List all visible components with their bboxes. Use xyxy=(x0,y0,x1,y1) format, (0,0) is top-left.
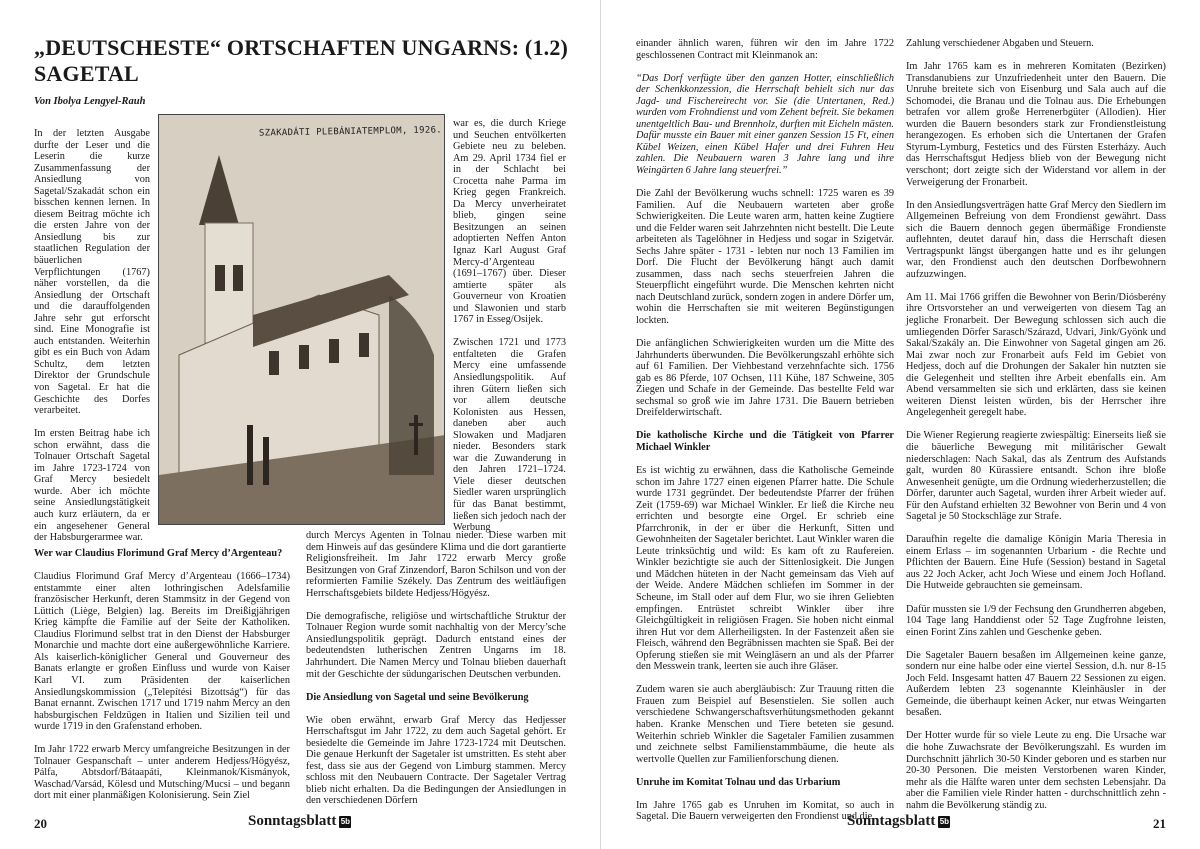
paragraph: Im Jahr 1765 kam es in mehreren Komitaten (Bezirken) Transdanubiens zur Unzufriedenheit unter den Bauern. Die Unruhe breitete sich von Eisenburg und Sala auch auf die Schomodei, die Branau und die Tolnau aus. Die Erhebungen betrafen vor allem große Herrenerbgüter (Allodien). Hier wurden die Bauern besonders stark zur Frondienstleistung herangezogen. Es erhoben sich die Untertanen der Grafen Styrum-Lymburg, Festetics und des Fürsten Esterházy. Auch das Herrschaftsgut Hedjess blieb von der Bewegung nicht verschont; dort zeigte sich der Widerstand vor allem in der Verweigerung der Fronarbeit. xyxy=(906,61,1166,188)
photo-caption: SZAKADÁTI PLEBÁNIATEMPLOM, 1926. xyxy=(258,125,443,139)
section-heading: Wer war Claudius Florimund Graf Mercy d’Argenteau? xyxy=(34,548,283,559)
page-number: 20 xyxy=(34,816,47,831)
left-column-wide xyxy=(306,530,566,818)
paragraph: Es ist wichtig zu erwähnen, dass die Katholische Gemeinde schon im Jahre 1727 einen eigenen Pfarrer hatte. Die Schule wurde 1731 gegründet. Der bedeutendste Pfarrer der frühen Zeit (1759-69) war Michael Winkler. Er ließ die Kirche neu errichten und besorgte eine Orgel. Er schrieb eine Pfarrchronik, in der er über die Herkunft, Sitten und Gewohnheiten der Sagetaler berichtet. Laut Winkler waren die Leute trinksüchtig und wild: Es kam oft zu Raufereien. Winkler bezichtigte sie auch der Sittenlosigkeit. Die Jungen und Mädchen hüteten in der Nacht gemeinsam das Vieh auf der Weide. Andere Mädchen schliefen im Sommer in der Scheune, im Stall oder auf dem Flur, wo sie ihren Geliebten empfingen. Entrüstet schreibt Winkler über ihre Gleichgültigkeit in religiösen Fragen. Sie hoben nicht einmal ihren Hut vor dem Allerheiligsten. In der Fastenzeit aßen sie Fleisch, während den Begräbnissen machten sie Spaß. Bei der Opferung stießen sie mit Weingläsern an und als der Pfarrer den Messwein trank, leerten sie auch ihre Gläser. xyxy=(636,465,894,673)
paragraph: durch Mercys Agenten in Tolnau nieder. Diese warben mit dem Hinweis auf das gesündere Klima und die dort garantierte Religionsfreiheit. Im Jahr 1722 erwarb Mercy große Besitzungen von Graf Zinzendorf, Baron Schilson und von der reformierten Familie Székely. Das Zentrum des weitläufigen Herrschaftsgebiets bildete Hedjess/Högyész. xyxy=(306,530,566,599)
page-number: 21 xyxy=(1153,816,1166,831)
paragraph: Daraufhin regelte die damalige Königin Maria Theresia in einem Erlass – im sogenannten Urbarium - die Rechte und Pflichten der Bauern. Eine Hufe (Session) bestand in Sagetal aus 22 Joch Acker, acht Joch Wiese und einem Joch Hofland. Die Hutweide gebrauchten sie gemeinsam. xyxy=(906,534,1166,592)
paragraph: Die Sagetaler Bauern besaßen im Allgemeinen keine ganze, sondern nur eine halbe oder eine viertel Session, d.h. nur 8-15 Joch Feld. Insgesamt hatten 47 Bauern 22 Sessionen zu eigen. Außerdem lebten 23 sogenannte Kleinhäusler in der Gemeinde, die überhaupt keinen Acker, nur etwas Weingarten besaßen. xyxy=(906,649,1166,719)
church-photo xyxy=(158,114,445,525)
right-page xyxy=(600,0,1200,849)
paragraph: Am 11. Mai 1766 griffen die Bewohner von Berin/Diósberény ihre Ortsvorsteher an und verweigerten von diesem Tag an jegliche Fronarbeit. Der Bewegung schlossen sich auch die umliegenden Dörfer Sarasch/Szárazd, Udvari, Jink/Gyönk und Sakal/Szakály an. Die Einwohner von Sagetal gingen am 26. Mai zwar noch zur Fronarbeit aufs Feld im Gebiet von Hedjess, doch auf die Drohungen der Sakaler hin nutzten sie die Gelegenheit und stellten ihre Arbeit ebenfalls ein. Am Abend versammelten sie sich und erklärten, dass sie keinen weiteren Dienst leisten würden, bis der Herrscher ihre Angelegenheit geregelt habe. xyxy=(906,291,1166,419)
brand-logo-icon: 5b xyxy=(939,817,950,826)
section-heading: Unruhe im Komitat Tolnau und das Urbarium xyxy=(636,776,841,788)
paragraph: Im ersten Beitrag habe ich schon erwähnt, dass die Tolnauer Ortschaft Sagetal im Jahre 1723-1724 von Graf Mercy besiedelt wurde. Aber ich möchte seine Ansiedlungstätigkeit auch kurz erläutern, da er ein angesehener General der Habsburgerarmee war. xyxy=(34,428,150,544)
right-column-1 xyxy=(636,38,894,834)
paragraph: war es, die durch Kriege und Seuchen entvölkerten Gebiete neu zu beleben. Am 29. April 1734 fiel er in der Schlacht bei Crocetta nahe Parma im Krieg gegen Frankreich. Da Mercy unverheiratet blieb, gingen seine Besitzungen an seinen adoptierten Neffen Anton Ignaz Karl August Graf Mercy-d’Argenteau (1691–1767) über. Dieser amtierte später als Gouverneur von Kroatien und Slawonien und starb 1767 in Esseg/Osijek. xyxy=(453,118,566,326)
left-column-1 xyxy=(34,128,150,555)
left-column-2 xyxy=(453,118,566,545)
brand-name: Sonntagsblatt xyxy=(248,813,337,830)
paragraph: Der Hotter wurde für so viele Leute zu eng. Die Ursache war die hohe Zuwachsrate der Bevölkerungszahl. Es wurden im Durchschnitt jährlich 30-50 Kinder geboren und es starben nur 20-30 Personen. Die meisten Verstorbenen waren Kinder, mehr als die Hälfte waren unter dem sechsten Lebensjahr. Da aber die Familien viele Rinder hatten - durchschnittlich zehn - nahm die Bevölkerung ständig zu. xyxy=(906,730,1166,811)
brand-name: Sonntagsblatt xyxy=(847,813,936,830)
publication-brand xyxy=(248,813,351,830)
paragraph: Die Zahl der Bevölkerung wuchs schnell: 1725 waren es 39 Familien. Auf die Neubauern warteten aber große Schwierigkeiten. Die Leute waren arm, hatten keine Zugtiere und die Felder waren seit Jahrzehnten nicht bestellt. Die Leute arbeiteten als Tagelöhner in Hedjess und sogar in Szigetvár. Sechs Jahre später - 1731 - lebten nur noch 13 Familien im Dorf. Die Flucht der Bevölkerung hängt auch damit zusammen, dass nach sechs steuerfreien Jahren die Steuerpflicht eingeführt wurde. Die Menschen kehrten nicht nach Deutschland zurück, sondern zogen in andere Dörfer um, wohin die Herrschaften sie mit weiteren Begünstigungen lockten. xyxy=(636,188,894,327)
church-illustration xyxy=(159,115,445,525)
quote-paragraph: “Das Dorf verfügte über den ganzen Hotter, einschließlich der Schenkkonzession, die Herrschaft behielt sich nur das Jagd- und Fischereirecht vor. Sie (die Untertanen, Red.) wurden vom Frohndienst und vom Zehent befreit. Sie bekamen unentgeltlich Bau- und Brennholz, durften mit Eicheln mästen. Dafür musste ein Bauer mit einer ganzen Session 15 Ft, einen Kübel Weizen, einen Kübel Hafer und drei Fuhren Heu zahlen. Die Neubauern waren 3 Jahre lang und ihre Weingärten 6 Jahre lang steuerfrei.” xyxy=(636,72,894,176)
paragraph: Zudem waren sie auch abergläubisch: Zur Trauung ritten die Frauen zum Beispiel auf Besenstielen. Sie sollen auch verschiedene Schwangerschaftsverhütungsmethoden gekannt haben. Kranke Menschen und Tiere beteten sie gesund. Weiterhin schrieb Winkler die Sagetaler Familien zusammen und zeichnete selbst Familienstammbäume, die heute als wertvolle Quellen zur Familienforschung dienen. xyxy=(636,684,894,765)
paragraph: Die demografische, religiöse und wirtschaftliche Struktur der Tolnauer Region wurde somit nachhaltig von der Mercy’sche Ansiedlungspolitik geprägt. Dadurch entstand eines der bedeutendsten lutherischen Zentren Ungarns im 18. Jahrhundert. Die Namen Mercy und Tolnau blieben dauerhaft mit der Geschichte der südungarischen Deutschen verbunden. xyxy=(306,610,566,680)
paragraph: In der letzten Ausgabe durfte der Leser und die Leserin die kurze Zusammenfassung der Ansiedlung von Sagetal/Szakadát schon ein bisschen kennen lernen. In diesem Beitrag möchte ich die ersten Jahre von der Ansiedlung bis zur staatlichen Regulation der bäuerlichen Verpflichtungen (1767) näher vorstellen, da die Ansiedlung der Ortschaft und die darauffolgenden Jahre sehr gut erforscht sind. Eine Monografie ist auch entstanden. Weiterhin gibt es ein Buch von Adam Schultz, dem letzten Direktor der Grundschule von Sagetal. Er hat die Geschichte des Dorfes verarbeitet. xyxy=(34,128,150,417)
paragraph: Die anfänglichen Schwierigkeiten wurden um die Mitte des Jahrhunderts überwunden. Die Bevölkerungszahl erhöhte sich auf 61 Familien. Der Viehbestand verzehnfachte sich. 1756 gab es 86 Pferde, 107 Ochsen, 111 Kühe, 187 Schweine, 305 Ziegen und Schafe in der Gemeinde. Das bestellte Feld war sechsmal so groß wie im Jahre 1731. Die Bauern betrieben Dreifelderwirtschaft. xyxy=(636,338,894,419)
paragraph: Wie oben erwähnt, erwarb Graf Mercy das Hedjesser Herrschaftsgut im Jahr 1722, zu dem auch Sagetal gehört. Er besiedelte die Gemeinde im Jahre 1723-1724 mit Deutschen. Die genaue Herkunft der Sagetaler ist umstritten. Es steht aber fest, dass sie aus der Gegend von Limburg stammen. Mercy schloss mit den Neubauern Contracte. Der Sagetaler Vertrag blieb nicht erhalten. Da die Bedingungen der Ansiedlungen in den verschiedenen Dörfern xyxy=(306,714,566,807)
section-heading: Die Ansiedlung von Sagetal und seine Bevölkerung xyxy=(306,691,529,703)
article-headline: „DEUTSCHESTE“ ORTSCHAFTEN UNGARNS: (1.2) SAGETAL xyxy=(34,35,569,86)
paragraph: Die Wiener Regierung reagierte zwiespältig: Einerseits ließ sie die bäuerliche Bewegung mit militärischer Gewalt niederschlagen: Nach Sakal, das als Zentrum des Aufstands galt, wurden 80 Kürassiere entsandt. Schon ihre bloße Anwesenheit genügte, um die Ordnung wiederherzustellen; die Dörfer, darunter auch Sagetal, wurden ihrer Arbeit wieder auf. Für den Aufstand erhielten 32 Bewohner von Berin und 4 von Sagetal je 50 Stockschläge zur Strafe. xyxy=(906,430,1166,523)
paragraph: Dafür mussten sie 1/9 der Fechsung den Grundherren abgeben, 104 Tage lang Handdienst oder 52 Tage Zugfrohne leisten, einen Forint Zins zahlen und Geschenke geben. xyxy=(906,603,1166,638)
paragraph: Im Jahr 1722 erwarb Mercy umfangreiche Besitzungen in der Tolnauer Gespanschaft – unter anderem Hedjess/Högyész, Pálfa, Abtsdorf/Bátaapáti, Kleinmanok/Kismányok, Waschad/Varsád, Kölesd und Mutsching/Mucsi – und begann dort mit einer planmäßigen Kolonisierung. Sein Ziel xyxy=(34,744,290,802)
paragraph: In den Ansiedlungsverträgen hatte Graf Mercy den Siedlern im Allgemeinen Befreiung von dem Frondienst gewährt. Dass sich die Bauern dennoch gegen übermäßige Frondienste auflehnten, deutet darauf hin, dass die Herrschaft diesen Vertragspunkt längst übergangen hatte und es ihr gelungen war, den Frondienst auch den deutschen Dorfbewohnern aufzuzwingen. xyxy=(906,199,1166,280)
right-column-2 xyxy=(906,38,1166,823)
paragraph: Im Jahre 1765 gab es Unruhen im Komitat, so auch in Sagetal. Die Bauern verweigerten den Frondienst und die xyxy=(636,799,894,823)
paragraph: Zahlung verschiedener Abgaben und Steuern. xyxy=(906,38,1094,49)
paragraph: einander ähnlich waren, führen wir den im Jahre 1722 geschlossenen Contract mit Kleinmanok an: xyxy=(636,38,894,61)
paragraph: Claudius Florimund Graf Mercy d’Argenteau (1666–1734) entstammte einer alten lothringischen Adelsfamilie französischer Herkunft, deren Stammsitz in der Gegend von Lüttich (Liège, Belgien) lag. Bereits im Dreißigjährigen Krieg kämpfte die Familie auf der Seite der Katholiken. Claudius Florimund selbst trat in den Dienst der Habsburger Monarchie und machte dort eine außergewöhnliche Karriere. Als kaiserlich-königlicher General und Gouverneur des Banats erlangte er großen Einfluss und wurde von Kaiser Karl VI. zum Präsidenten der kaiserlichen Ansiedlungskommission („Telepítési Bizottság“) für das Banat ernannt. Zwischen 1717 und 1719 nahm Mercy an den habsburgischen Feldzügen in Italien und Sizilien teil und wurde 1719 in den Grafenstand erhoben. xyxy=(34,571,290,733)
article-byline: Von Ibolya Lengyel-Rauh xyxy=(34,96,146,107)
left-column-1-lower xyxy=(34,548,290,813)
brand-logo-icon: 5b xyxy=(340,817,351,826)
paragraph: Zwischen 1721 und 1773 entfalteten die Grafen Mercy eine umfassende Ansiedlungspolitik. Auf ihren Gütern ließen sich vor allem deutsche Kolonisten aus Hessen, daneben aber auch Slowaken und Madjaren nieder. Besonders stark war die Zuwanderung in den Jahren 1721–1724. Viele dieser deutschen Siedler waren ursprünglich für das Banat bestimmt, ließen sich jedoch nach der Werbung xyxy=(453,337,566,534)
publication-brand xyxy=(847,813,950,830)
section-heading: Die katholische Kirche und die Tätigkeit von Pfarrer Michael Winkler xyxy=(636,430,894,453)
